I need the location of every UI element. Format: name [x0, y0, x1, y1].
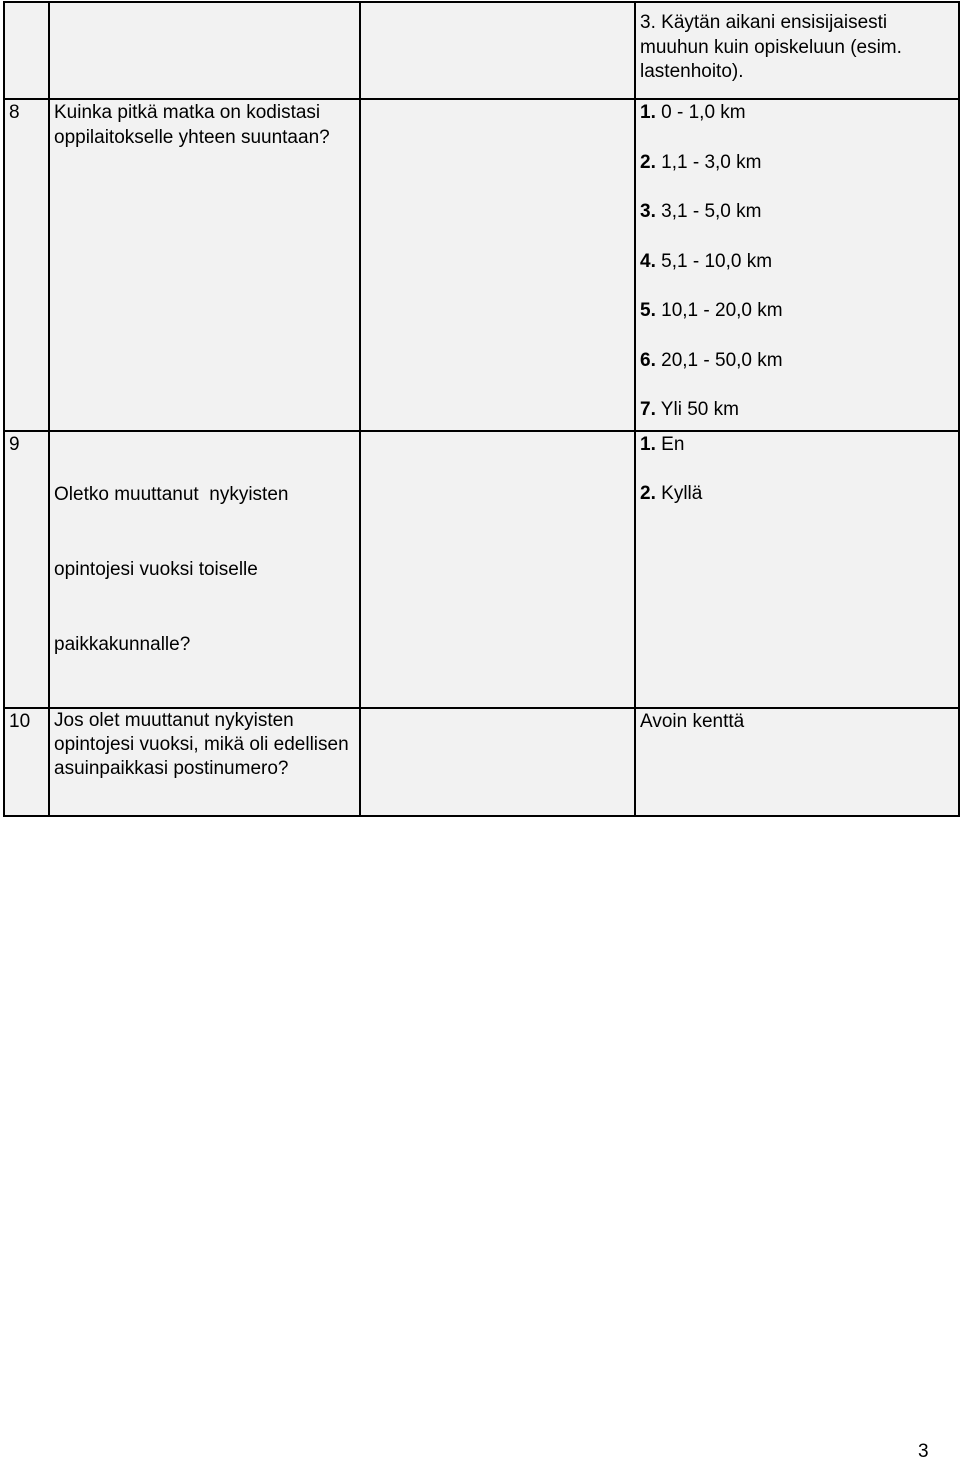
table-row	[4, 708, 959, 816]
answer-blank-cell	[360, 708, 635, 816]
option-number: 4.	[640, 250, 656, 272]
option-number: 7.	[640, 399, 656, 420]
question-text-cell	[49, 99, 360, 431]
option-text: 3,1 - 5,0 km	[661, 201, 762, 222]
question-number-cell	[4, 431, 49, 708]
options-cell	[635, 431, 959, 708]
option-item	[640, 298, 958, 323]
option-text: En	[661, 434, 685, 455]
answer-blank-cell	[360, 431, 635, 708]
option-text: 10,1 - 20,0 km	[661, 300, 783, 321]
option-number: 1.	[640, 434, 656, 455]
question-number-cell	[4, 99, 49, 431]
question-number: 10	[9, 711, 31, 732]
option-number: 3.	[640, 201, 656, 222]
table-row	[4, 99, 959, 431]
page-number: 3	[918, 1441, 929, 1462]
option-number: 1.	[640, 102, 656, 123]
question-text: Jos olet muuttanut nykyisten opintojesi vuoksi, mikä oli edellisen asuinpaikkasi postinumero?	[54, 710, 349, 779]
option-text: 20,1 - 50,0 km	[661, 349, 783, 371]
option-item	[640, 397, 958, 422]
option-text: Käytän aikani ensisijaisesti muuhun kuin opiskeluun (esim. lastenhoito).	[640, 12, 902, 82]
question-text-line: opintojesi vuoksi toiselle	[54, 559, 258, 580]
answer-blank-cell	[360, 99, 635, 431]
options-cell	[635, 2, 959, 99]
option-item	[640, 481, 958, 506]
table-row	[4, 2, 959, 99]
question-number-cell	[4, 708, 49, 816]
option-item	[640, 100, 958, 125]
question-text-line: Oletko muuttanut nykyisten	[54, 484, 289, 505]
option-item	[640, 249, 958, 274]
option-text: 0 - 1,0 km	[661, 102, 746, 123]
option-text: Kyllä	[661, 483, 703, 504]
question-text: Kuinka pitkä matka on kodistasi oppilaitokselle yhteen suuntaan?	[54, 102, 330, 148]
table-row	[4, 431, 959, 708]
answer-blank-cell	[360, 2, 635, 99]
option-text: 5,1 - 10,0 km	[661, 250, 773, 272]
question-number: 8	[9, 102, 20, 123]
open-field-label: Avoin kenttä	[640, 711, 745, 732]
option-number: 3.	[640, 12, 656, 33]
question-text-cell	[49, 2, 360, 99]
option-number: 2.	[640, 151, 656, 173]
option-item	[640, 199, 958, 224]
option-item	[640, 348, 958, 373]
options-cell	[635, 99, 959, 431]
question-text-cell	[49, 708, 360, 816]
options-cell	[635, 708, 959, 816]
option-item	[640, 150, 958, 175]
option-item	[640, 432, 958, 457]
option-number: 6.	[640, 349, 656, 371]
question-number: 9	[9, 434, 20, 455]
option-text: 1,1 - 3,0 km	[661, 151, 762, 173]
question-text-cell	[49, 431, 360, 708]
option-number: 2.	[640, 483, 656, 504]
option-item	[640, 11, 958, 85]
option-number: 5.	[640, 300, 656, 321]
survey-table	[3, 1, 960, 817]
option-text: Yli 50 km	[660, 399, 739, 420]
question-text-line: paikkakunnalle?	[54, 634, 191, 655]
question-number-cell	[4, 2, 49, 99]
